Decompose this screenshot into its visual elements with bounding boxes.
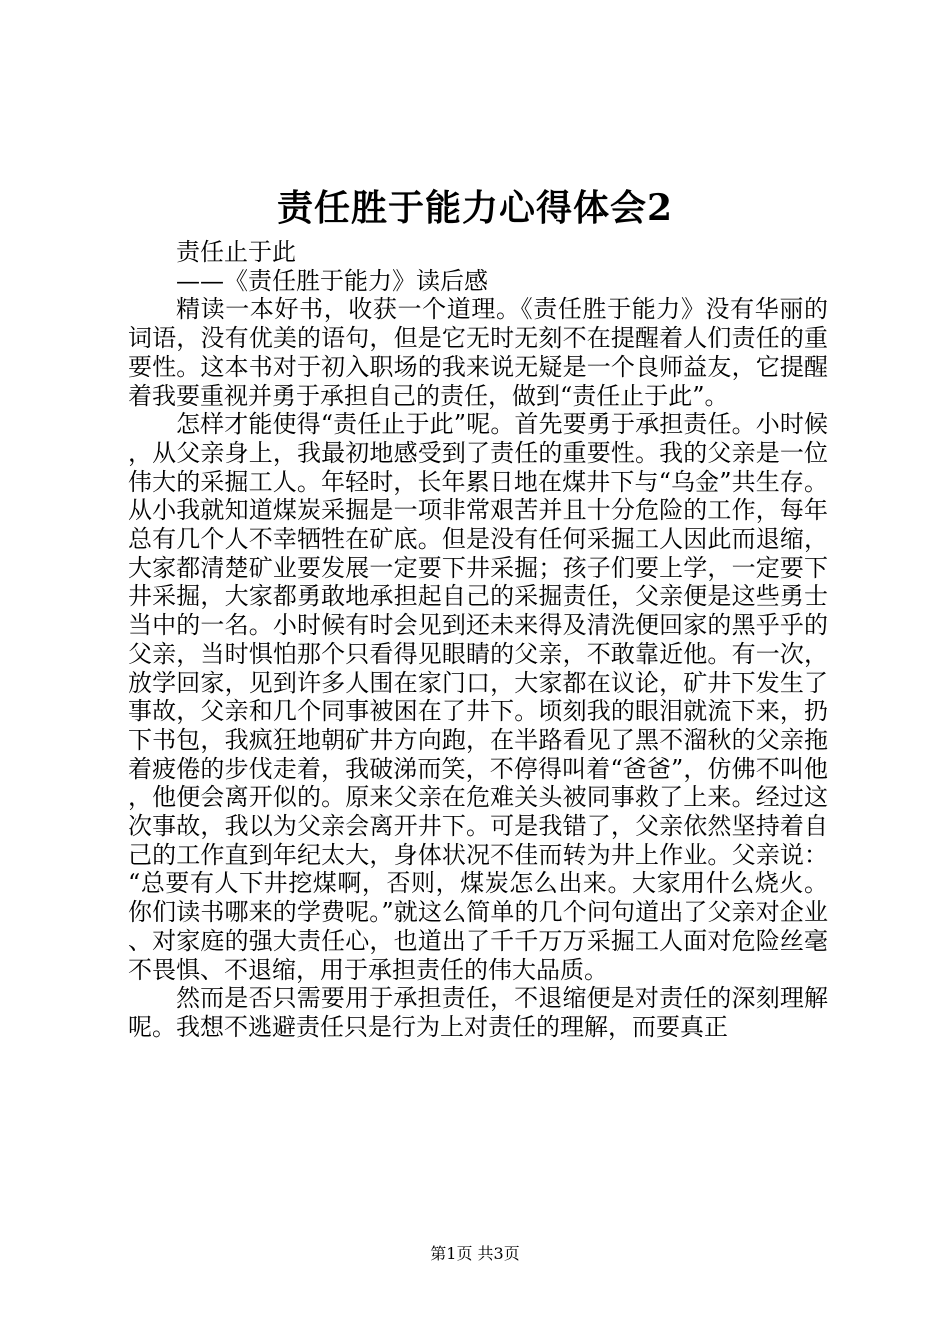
page-number-footer: 第1页 共3页	[430, 1244, 520, 1263]
paragraph-3: 然而是否只需要用于承担责任，不退缩便是对责任的深刻理解呢。我想不逃避责任只是行为上对责任的理解，而要真正	[128, 984, 828, 1041]
document-body	[128, 238, 828, 1042]
subtitle: 责任止于此	[176, 238, 296, 266]
document-title: 责任胜于能力心得体会2	[276, 187, 674, 229]
paragraph-1: 精读一本好书，收获一个道理。《责任胜于能力》没有华丽的词语，没有优美的语句，但是它无时无刻不在提醒着人们责任的重要性。这本书对于初入职场的我来说无疑是一个良师益友，它提醒着我要重视并勇于承担自己的责任，做到“责任止于此”。	[128, 295, 828, 410]
byline: ——《责任胜于能力》读后感	[176, 266, 488, 295]
paragraph-2: 怎样才能使得“责任止于此”呢。首先要勇于承担责任。小时候，从父亲身上，我最初地感受到了责任的重要性。我的父亲是一位伟大的采掘工人。年轻时，长年累日地在煤井下与“乌金”共生存。从小我就知道煤炭采掘是一项非常艰苦并且十分危险的工作，每年总有几个人不幸牺牲在矿底。但是没有任何采掘工人因此而退缩，大家都清楚矿业要发展一定要下井采掘；孩子们要上学，一定要下井采掘，大家都勇敢地承担起自己的采掘责任，父亲便是这些勇士当中的一名。小时候有时会见到还未来得及清洗便回家的黑乎乎的父亲，当时惧怕那个只看得见眼睛的父亲，不敢靠近他。有一次，放学回家，见到许多人围在家门口，大家都在议论，矿井下发生了事故，父亲和几个同事被困在了井下。顷刻我的眼泪就流下来，扔下书包，我疯狂地朝矿井方向跑，在半路看见了黑不溜秋的父亲拖着疲倦的步伐走着，我破涕而笑，不停得叫着“爸爸”，仿佛不叫他，他便会离开似的。原来父亲在危难关头被同事救了上来。经过这次事故，我以为父亲会离开井下。可是我错了，父亲依然坚持着自己的工作直到年纪太大，身体状况不佳而转为井上作业。父亲说：“总要有人下井挖煤啊，否则，煤炭怎么出来。大家用什么烧火。你们读书哪来的学费呢。”就这么简单的几个问句道出了父亲对企业、对家庭的强大责任心，也道出了千千万万采掘工人面对危险丝毫不畏惧、不退缩，用于承担责任的伟大品质。	[128, 410, 828, 984]
